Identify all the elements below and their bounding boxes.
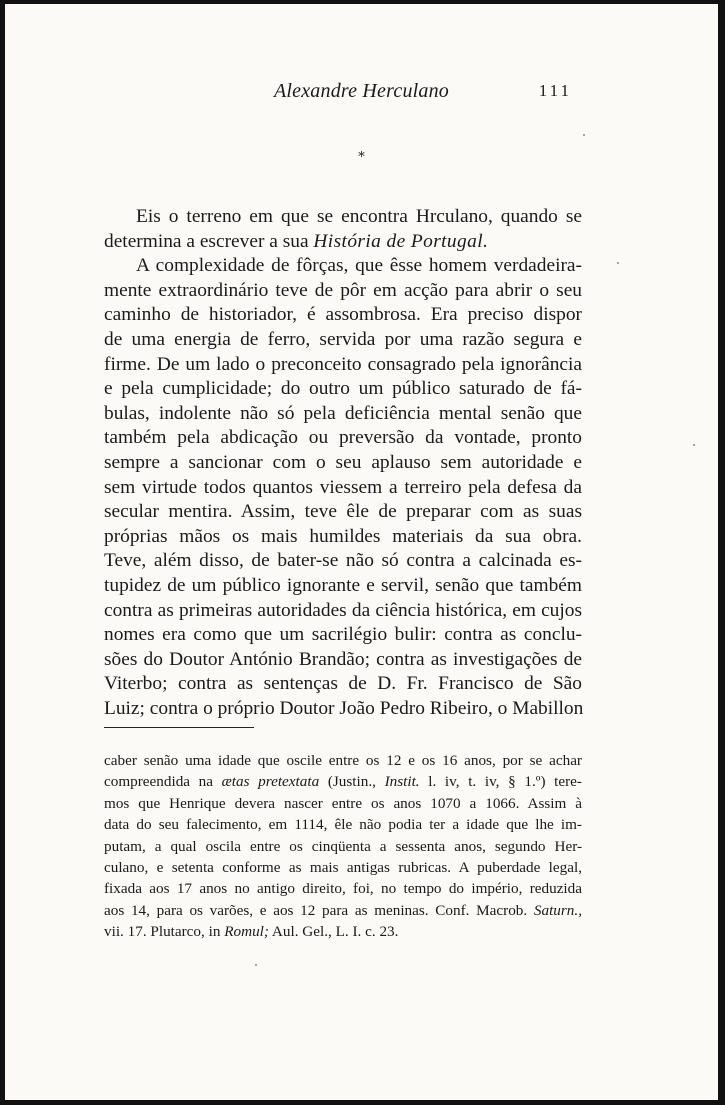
text-line: sões do Doutor António Brandão; contra as investigações de <box>104 648 582 670</box>
text-line: de uma energia de ferro, servida por uma razão segura e <box>104 328 582 350</box>
paper-speck <box>255 964 257 966</box>
footnote-line: mos que Henrique devera nascer entre os anos 1070 a 1066. Assim à <box>104 794 582 812</box>
footnote-line: culano, e setenta conforme as mais antigas rubricas. A puberdade legal, <box>104 859 582 877</box>
book-title: História de Portugal. <box>313 230 489 252</box>
text-line: Viterbo; contra as sentenças de D. Fr. Francisco de São <box>104 673 582 695</box>
paper-speck <box>617 262 619 264</box>
footnote-line: data do seu falecimento, em 1114, êle não podia ter a idade que lhe im- <box>104 816 582 834</box>
footnote-italic: ætas pretextata <box>221 773 320 791</box>
footnote-italic: Romul; <box>224 923 269 941</box>
text-line: e pela cumplicidade; do outro um público saturado de fá- <box>104 378 582 400</box>
text-line: bulas, indolente não só pela deficiência mental senão que <box>104 402 582 424</box>
footnote-line <box>104 921 582 942</box>
text-line: mente extraordinário teve de pôr em acção para abrir o seu <box>104 279 582 301</box>
main-text <box>104 205 582 721</box>
text-line: nomes era como que um sacrilégio bulir: contra as conclu- <box>104 624 582 646</box>
footnote-text: compreendida na <box>104 773 222 791</box>
text-line: secular mentira. Assim, teve êle de preparar com as suas <box>104 501 582 523</box>
paper-speck <box>583 134 585 136</box>
footnote-line <box>104 771 582 792</box>
footnote-text: aos 14, para os varões, e aos 12 para as meninas. Conf. Macrob. <box>104 901 534 919</box>
book-page <box>5 4 718 1100</box>
footnote-text: vii. 17. Plutarco, in <box>104 923 225 941</box>
text-line: contra as primeiras autoridades da ciência histórica, em cujos <box>104 599 582 621</box>
running-head <box>5 80 718 104</box>
text-line: Eis o terreno em que se encontra Hrculano, quando se <box>136 206 582 227</box>
text-line: também pela abdicação ou preversão da vontade, pronto <box>104 427 582 449</box>
text-line: próprias mãos os mais humildes materiais da sua obra. <box>104 525 582 547</box>
footnote-line: fixada aos 17 anos no antigo direito, foi, no tempo do império, reduzida <box>104 880 582 898</box>
footnote-text: (Justin., <box>319 773 385 791</box>
section-ornament: * <box>358 150 365 165</box>
footnote-line <box>104 900 582 921</box>
text-line: Luiz; contra o próprio Doutor João Pedro Ribeiro, o Mabillon <box>104 697 584 719</box>
text-line: firme. De um lado o preconceito consagrado pela ignorância <box>104 353 582 375</box>
text-line: A complexidade de fôrças, que êsse homem verdadeira- <box>136 255 582 277</box>
text-line: Teve, além disso, de bater-se não só contra a calcinada es- <box>104 550 582 572</box>
text-line: tupidez de um público ignorante e servil, senão que também <box>104 574 582 596</box>
running-title: Alexandre Herculano <box>273 80 450 102</box>
footnote <box>104 750 582 943</box>
footnote-text: Aul. Gel., L. I. c. 23. <box>268 923 399 941</box>
footnote-italic: Instit. <box>384 773 420 791</box>
text-line: sem virtude todos quantos viessem a terreiro pela defesa da <box>104 476 582 498</box>
footnote-rule <box>104 727 254 728</box>
text-line <box>104 230 582 255</box>
footnote-text: l. iv, t. iv, § 1.º) tere- <box>419 773 582 791</box>
footnote-line: caber senão uma idade que oscile entre os 12 e os 16 anos, por se achar <box>104 752 582 769</box>
footnote-line: putam, a qual oscila entre os cinqüenta a sessenta anos, segundo Her- <box>104 837 582 855</box>
footnote-italic: Saturn., <box>533 901 582 919</box>
page-number: 111 <box>538 81 572 100</box>
text-line-start: determina a escrever a sua <box>104 230 314 252</box>
text-line: sempre a sancionar com o seu aplauso sem autoridade e <box>104 451 582 473</box>
text-line: caminho de historiador, é assombrosa. Era preciso dispor <box>104 304 582 326</box>
paper-speck <box>693 444 695 446</box>
